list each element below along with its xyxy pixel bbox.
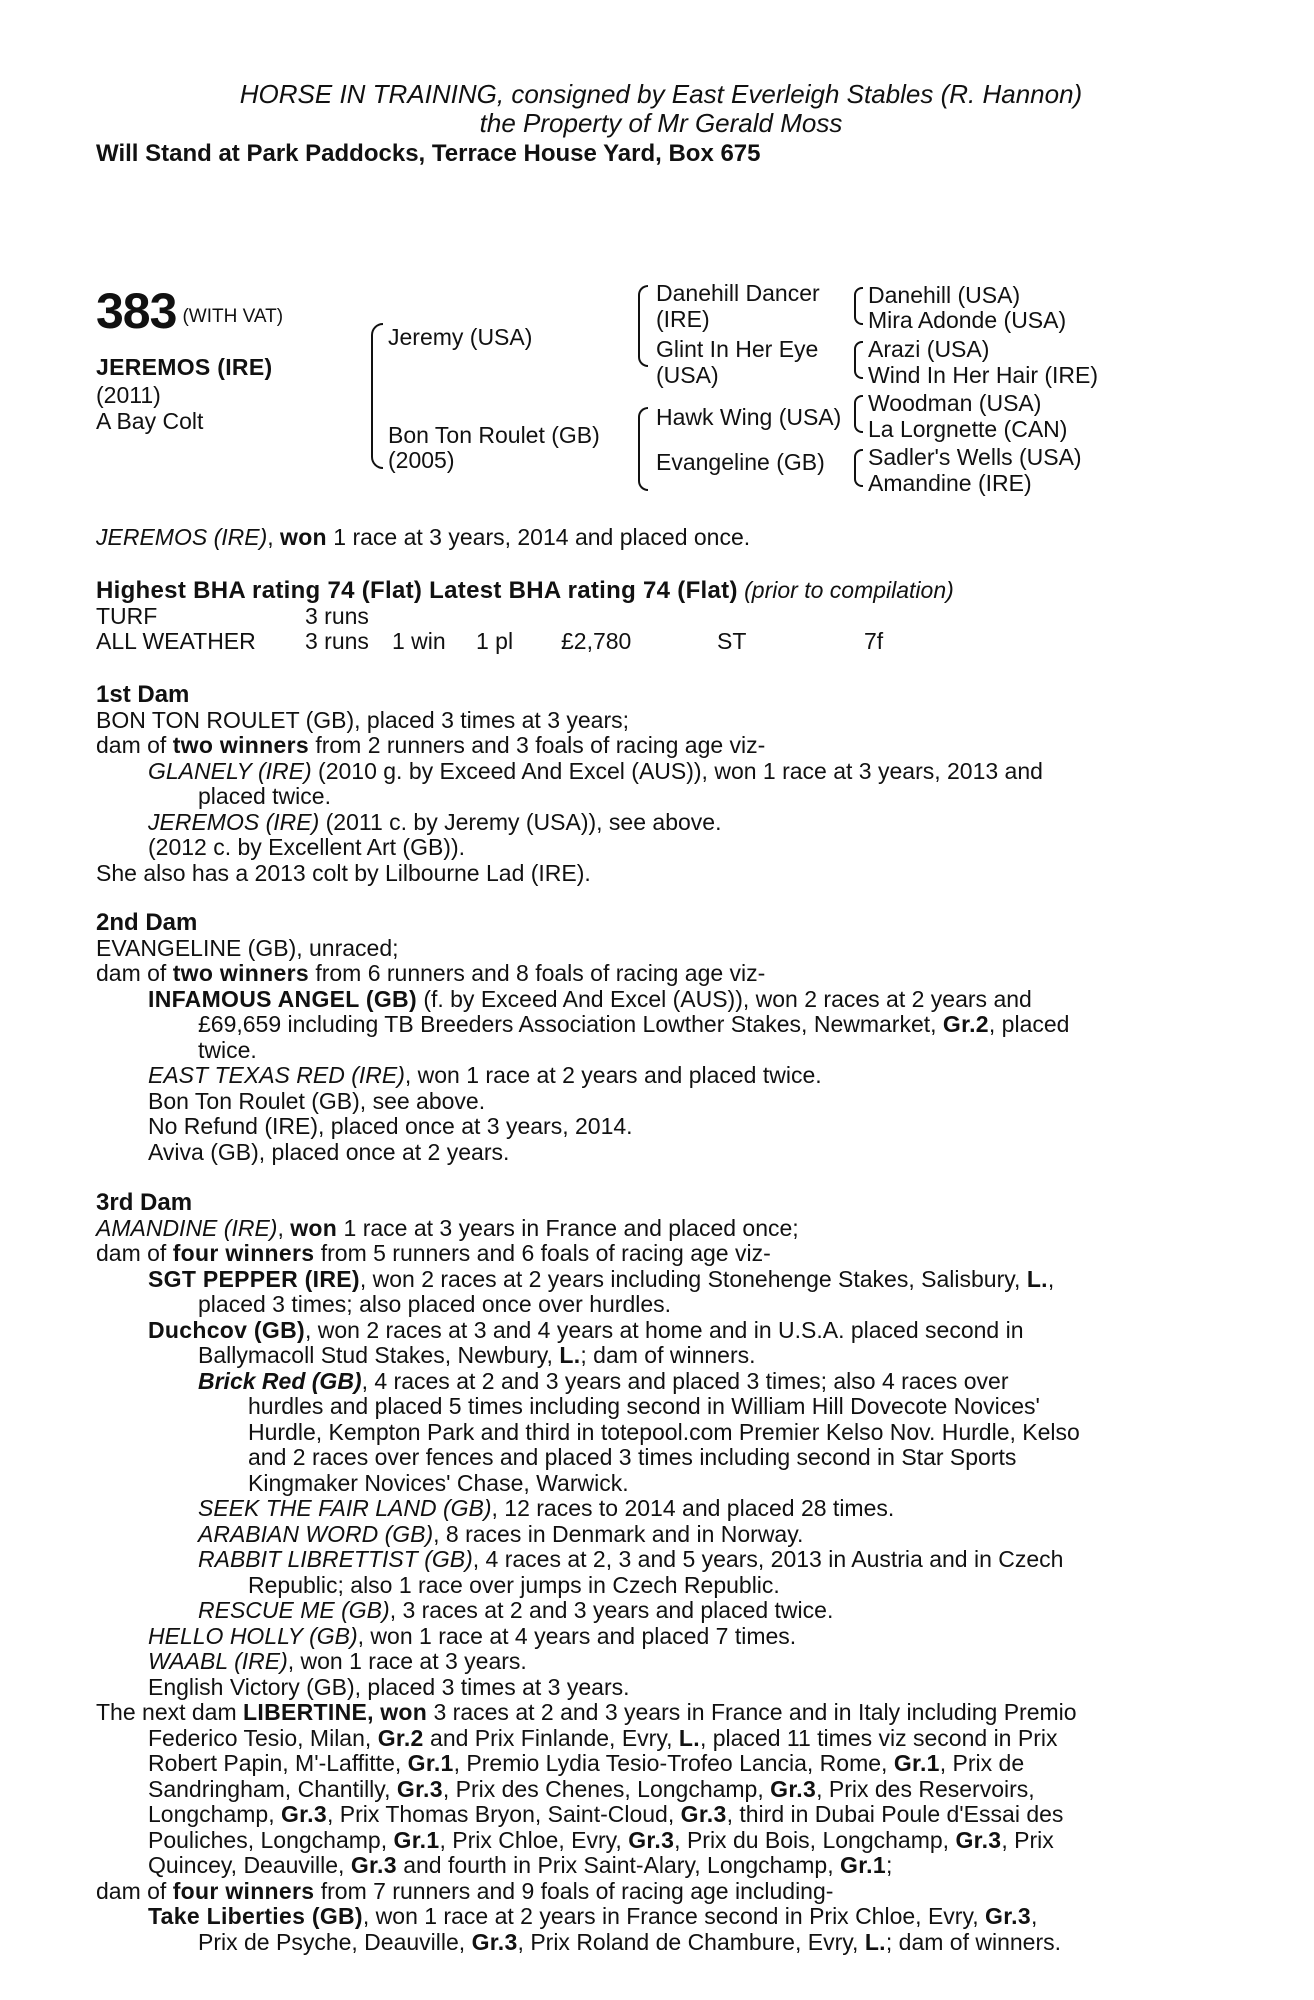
sire: Jeremy (USA) [388,324,533,350]
text-dam3-brick-c2: Hurdle, Kempton Park and third in totepool.com Premier Kelso Nov. Hurdle, Kelso [248,1418,1080,1445]
sires-dam-country: (USA) [656,362,719,388]
text-dam2-p2-rest: , won 1 race at 2 years and placed twice. [404,1062,822,1088]
text-dam3-duch-name: Duchcov (GB) [148,1316,305,1343]
text-dam2-p1-c2: twice. [198,1036,257,1063]
text-next-tl-c3: ; dam of winners. [885,1928,1062,1955]
horse-name: JEREMOS (IRE) [96,354,273,380]
text-dam2-d-post: from 6 runners and 8 foals of racing age viz- [315,960,766,986]
pedigree [96,275,1216,515]
sires-sire: Danehill Dancer [656,280,820,306]
text-next-c1a: Federico Tesio, Milan, [148,1724,372,1751]
text-dam1-p3: (2012 c. by Excellent Art (GB)). [148,834,466,860]
text-dam2-d-pre: dam of [96,960,167,986]
produce-infamous-angel [96,987,1216,1013]
ggd-4: Amandine (IRE) [868,470,1032,496]
sires-dam: Glint In Her Eye [656,336,819,362]
text-dam3-d-pre: dam of [96,1240,167,1266]
horse-description: A Bay Colt [96,408,204,434]
text-ratings-note: (prior to compilation) [744,577,954,603]
lot-number [96,285,283,343]
text-next-pre: The next dam [96,1699,237,1725]
text-dam1-d-pre: dam of [96,732,167,758]
text-next-c2b: , Premio Lydia Tesio-Trofeo Lancia, Rome, [453,1750,888,1776]
text-next-c5a: Pouliches, Longchamp, [148,1826,388,1853]
text-next-c4b: , Prix Thomas Bryon, Saint-Cloud, [326,1801,675,1827]
text-next-tl-l: L. [864,1928,886,1955]
text-next-c3c: , Prix des Reservoirs, [816,1775,1035,1802]
text-record-turf-label: TURF [96,602,158,629]
text-record-aw-money: £2,780 [561,627,632,654]
text-dam1-p2-rest: (2011 c. by Jeremy (USA)), see above. [325,808,722,835]
dam-year: (2005) [388,447,455,473]
text-dam3-duch-rest: , won 2 races at 3 and 4 years at home and in U.S.A. placed second in [304,1316,1024,1343]
text-next-tl-c1: Prix de Psyche, Deauville, [198,1928,466,1955]
text-dam3-rabb-name: RABBIT LIBRETTIST (GB) [198,1546,473,1572]
text-dam1-d-bold: two winners [172,732,309,758]
text-dam2-p3: Bon Ton Roulet (GB), see above. [148,1087,486,1114]
text-next-tl-end: , [1030,1903,1038,1929]
produce-brick-red [96,1369,1216,1395]
text-dam2-p2-name: EAST TEXAS RED (IRE) [148,1062,405,1088]
text-record-aw-label: ALL WEATHER [96,627,256,654]
text-next-sep: , [367,1699,374,1725]
text-record-aw-going: ST [717,627,747,654]
text-dam3-rabb-c: Republic; also 1 race over jumps in Czech Republic. [248,1571,780,1598]
text-dam2-p4: No Refund (IRE), placed once at 3 years, 2014. [148,1113,633,1139]
text-dam3-sgt-rest: , won 2 races at 2 years including Stonehenge Stakes, Salisbury, [359,1265,1021,1292]
ggd-3: La Lorgnette (CAN) [868,416,1068,442]
text-next-c6c: ; [885,1852,893,1878]
text-dam3-sgt-end: , [1047,1265,1055,1292]
text-next-d-post: from 7 runners and 9 foals of racing age including- [320,1877,834,1904]
second-dam-section [96,910,1216,1165]
produce-east-texas-red [96,1063,1216,1089]
text-next-c2c: , Prix de [939,1750,1025,1776]
text-dam1-p1-name: GLANELY (IRE) [148,757,312,784]
text-next-c6b: and fourth in Prix Saint-Alary, Longchamp, [403,1852,834,1878]
text-dam3-brick-c1: hurdles and placed 5 times including second in William Hill Dovecote Novices' [248,1393,1040,1419]
text-next-c5g2: Gr.3 [628,1826,675,1853]
text-summary-rest: 1 race at 3 years, 2014 and placed once. [333,524,751,550]
property-line: the Property of Mr Gerald Moss [479,108,843,138]
text-dam3-duch-c1: Ballymacoll Stud Stakes, Newbury, [198,1342,553,1368]
produce-rescue-me [96,1598,1216,1624]
brace-3 [854,395,863,433]
text-dam3-seek-name: SEEK THE FAIR LAND (GB) [198,1495,492,1521]
text-dam3-l1-rest: 1 race at 3 years in France and placed once; [343,1214,799,1241]
text-dam3-hello-name: HELLO HOLLY (GB) [148,1622,358,1649]
text-dam3-waabl-rest: , won 1 race at 3 years. [287,1648,527,1674]
text-dam1-p2-name: JEREMOS (IRE) [148,808,320,835]
text-dam2-p1-rest: (f. by Exceed And Excel (AUS)), won 2 races at 2 years and [423,985,1032,1012]
text-dam3-seek-rest: , 12 races to 2014 and placed 28 times. [491,1495,895,1521]
text-dam3-sgt-name: SGT PEPPER (IRE) [148,1265,360,1292]
text-next-rest: 3 races at 2 and 3 years in France and in Italy including Premio [433,1699,1077,1725]
text-dam3-d-bold: four winners [172,1240,315,1266]
race-summary: JEREMOS (IRE), won 1 race at 3 years, 2014 and placed once. [96,524,751,550]
text-next-c1g: Gr.2 [377,1724,424,1751]
text-next-c2a: Robert Papin, M'-Laffitte, [148,1750,402,1776]
text-next-c4a: Longchamp, [148,1801,275,1827]
produce-hello-holly [96,1624,1216,1650]
text-dam2-p1-name: INFAMOUS ANGEL (GB) [148,985,417,1012]
text-dam3-duch-c2: ; dam of winners. [580,1342,756,1368]
ggs-3: Woodman (USA) [868,390,1042,416]
produce-sgt-pepper [96,1267,1216,1293]
turf-record [96,604,1216,629]
text-next-c6g: Gr.3 [350,1852,397,1878]
text-dam3-arab-rest: , 8 races in Denmark and in Norway. [433,1520,804,1547]
ggs-2: Arazi (USA) [868,336,990,362]
dams-sire: Hawk Wing (USA) [656,404,842,430]
text-record-aw-runs: 3 runs [305,627,369,654]
text-next-c2g2: Gr.1 [893,1750,940,1776]
produce-duchcov [96,1318,1216,1344]
produce-glanely [96,759,1216,785]
text-next-d-bold: four winners [172,1877,315,1904]
third-dam-heading: 3rd Dam [96,1189,193,1216]
text-dam3-eng: English Victory (GB), placed 3 times at 3 years. [148,1673,630,1700]
text-next-tl-c2: , Prix Roland de Chambure, Evry, [517,1928,859,1955]
text-next-c4g: Gr.3 [280,1801,327,1827]
text-next-won: won [380,1699,428,1725]
text-record-turf-runs: 3 runs [305,602,369,629]
text-ratings-bold: Highest BHA rating 74 (Flat) Latest BHA rating 74 (Flat) [96,577,738,604]
text-dam3-resc-rest: , 3 races at 2 and 3 years and placed twice. [389,1597,834,1623]
text-next-c3g: Gr.3 [396,1775,443,1802]
third-dam-section [96,1190,1216,1700]
text-next-d-pre: dam of [96,1877,167,1904]
text-dam3-sgt-c: placed 3 times; also placed once over hurdles. [198,1291,672,1317]
text-dam1-p1-cont: placed twice. [198,783,331,809]
ggd-2: Wind In Her Hair (IRE) [868,362,1099,388]
text-next-c1l: L. [678,1724,700,1751]
text-dam1-line1: BON TON ROULET (GB), placed 3 times at 3 years; [96,706,630,733]
text-dam3-arab-name: ARABIAN WORD (GB) [198,1520,434,1547]
text-dam3-brick-name: Brick Red (GB) [198,1367,362,1394]
text-next-c5c: , Prix du Bois, Longchamp, [674,1826,950,1853]
produce-seek-the-fair-land [96,1496,1216,1522]
catalogue-page [96,79,1206,1955]
produce-waabl [96,1649,1216,1675]
produce-take-liberties [96,1904,1216,1930]
pedigree-brace [371,323,383,469]
text-next-c3g2: Gr.3 [770,1775,817,1802]
text-next-c5b: , Prix Chloe, Evry, [439,1826,622,1853]
foaling-year: (2011) [96,382,161,408]
sires-sire-country: (IRE) [656,306,710,332]
text-next-c5g: Gr.1 [393,1826,440,1853]
text-dam3-brick-c4: Kingmaker Novices' Chase, Warwick. [248,1469,629,1496]
consignor-line: HORSE IN TRAINING, consigned by East Everleigh Stables (R. Hannon) [239,79,1083,109]
text-next-c2g: Gr.1 [407,1750,454,1776]
text-dam3-resc-name: RESCUE ME (GB) [198,1597,390,1623]
text-record-aw-dist: 7f [864,627,884,654]
text-dam3-brick-rest: , 4 races at 2 and 3 years and placed 3 times; also 4 races over [361,1367,1009,1394]
text-next-c1c: , placed 11 times viz second in Prix [699,1724,1058,1751]
text-lot-number: 383 [96,283,177,339]
brace-2 [854,341,863,379]
vat-note: (WITH VAT) [182,306,284,327]
text-dam2-p1-c1b: , placed [988,1011,1070,1037]
text-dam3-brick-c3: and 2 races over fences and placed 3 times including second in Star Sports [248,1444,1017,1470]
text-dam2-d-bold: two winners [172,960,309,986]
next-dam-section [96,1700,1216,1955]
all-weather-record [96,629,1216,654]
text-next-c6a: Quincey, Deauville, [148,1852,345,1878]
text-dam3-rabb-rest: , 4 races at 2, 3 and 5 years, 2013 in Austria and in Czech [472,1546,1064,1572]
ggs-1: Danehill (USA) [868,282,1021,308]
dams-dam: Evangeline (GB) [656,449,825,475]
text-next-c3a: Sandringham, Chantilly, [148,1775,391,1802]
brace-4 [854,449,863,487]
text-dam3-l1-sep: , [277,1214,284,1241]
text-next-c5d: , Prix [1001,1826,1054,1853]
text-dam1-p1-rest: (2010 g. by Exceed And Excel (AUS)), won 1 race at 3 years, 2013 and [318,757,1043,784]
ggs-4: Sadler's Wells (USA) [868,444,1082,470]
text-next-name: LIBERTINE [243,1699,368,1725]
text-dam3-duch-l: L. [559,1342,581,1368]
dam-brace [638,407,648,491]
text-record-aw-pl: 1 pl [476,627,514,654]
ggd-1: Mira Adonde (USA) [868,307,1067,333]
brace-1 [854,287,863,325]
text-next-tl-rest: , won 1 race at 2 years in France second in Prix Chloe, Evry, [362,1903,979,1929]
text-next-tl-name: Take Liberties (GB) [148,1903,363,1929]
produce-jeremos [96,810,1216,836]
text-next-tl-g: Gr.3 [985,1903,1031,1929]
text-summary-won: won [280,524,327,550]
text-next-c4g2: Gr.3 [680,1801,727,1827]
second-dam-heading: 2nd Dam [96,909,198,936]
ratings-record [96,578,1216,654]
text-dam3-hello-rest: , won 1 race at 4 years and placed 7 times. [357,1622,797,1649]
dam: Bon Ton Roulet (GB) [388,422,600,448]
text-dam1-also: She also has a 2013 colt by Lilbourne Lad (IRE). [96,859,591,886]
text-next-tl-g2: Gr.3 [471,1928,518,1955]
text-dam2-p5: Aviva (GB), placed once at 2 years. [148,1138,510,1165]
text-dam3-sgt-l: L. [1026,1265,1048,1292]
text-dam2-p1-gr: Gr.2 [942,1011,989,1037]
sire-brace [638,285,648,367]
text-record-aw-wins: 1 win [392,627,446,654]
text-dam3-d-post: from 5 runners and 6 foals of racing age viz- [320,1240,771,1266]
bha-ratings [96,578,1216,604]
first-dam-heading: 1st Dam [96,681,190,708]
text-dam2-line1: EVANGELINE (GB), unraced; [96,934,399,961]
text-dam2-p1-c1a: £69,659 including TB Breeders Association Lowther Stakes, Newmarket, [198,1011,937,1037]
text-dam1-d-post: from 2 runners and 3 foals of racing age viz- [315,732,766,758]
text-next-c4c: , third in Dubai Poule d'Essai des [726,1801,1064,1827]
stabling-line: Will Stand at Park Paddocks, Terrace House Yard, Box 675 [96,140,761,167]
produce-arabian-word [96,1522,1216,1548]
text-dam3-l1-won: won [290,1214,338,1241]
text-next-c5g3: Gr.3 [955,1826,1002,1853]
text-next-c1b: and Prix Finlande, Evry, [430,1724,673,1751]
text-dam3-l1-name: AMANDINE (IRE) [96,1214,278,1241]
text-summary-name: JEREMOS (IRE) [96,524,268,550]
text-dam3-waabl-name: WAABL (IRE) [148,1648,288,1674]
text-next-c3b: , Prix des Chenes, Longchamp, [442,1775,764,1802]
text-next-c6g2: Gr.1 [840,1852,886,1878]
first-dam-section [96,682,1216,886]
produce-rabbit-librettist [96,1547,1216,1573]
